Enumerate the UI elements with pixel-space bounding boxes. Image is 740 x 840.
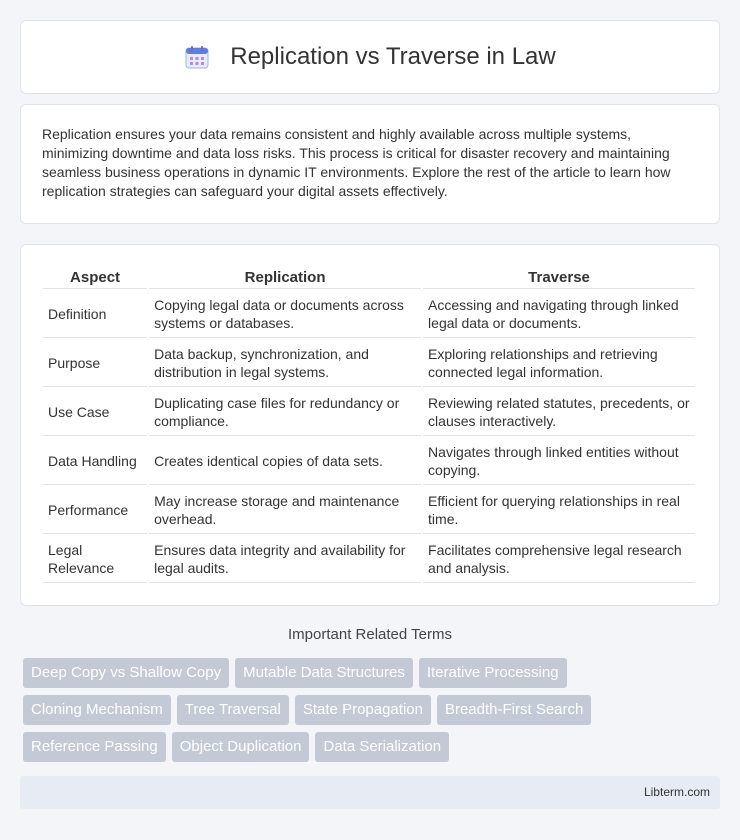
traverse-cell: Reviewing related statutes, precedents, or clauses interactively. [423, 389, 695, 436]
page-title: Replication vs Traverse in Law [230, 43, 556, 70]
column-header-aspect: Aspect [43, 267, 147, 289]
replication-cell: Data backup, synchronization, and distribution in legal systems. [149, 340, 421, 387]
related-term-tag[interactable]: State Propagation [295, 695, 431, 725]
related-terms-title: Important Related Terms [288, 626, 452, 643]
related-terms-list [23, 658, 723, 769]
traverse-cell: Navigates through linked entities without copying. [423, 438, 695, 485]
related-term-tag[interactable]: Iterative Processing [419, 658, 567, 688]
tag-row [23, 695, 723, 725]
comparison-table-card [20, 244, 720, 606]
table-row [43, 389, 695, 436]
aspect-cell: Data Handling [43, 438, 147, 485]
related-term-tag[interactable]: Cloning Mechanism [23, 695, 171, 725]
comparison-table [41, 265, 697, 585]
header-card [20, 20, 720, 94]
replication-cell: Duplicating case files for redundancy or compliance. [149, 389, 421, 436]
traverse-cell: Efficient for querying relationships in real time. [423, 487, 695, 534]
table-header-row [43, 267, 695, 289]
traverse-cell: Facilitates comprehensive legal research and analysis. [423, 536, 695, 583]
tag-row [23, 658, 723, 688]
related-term-tag[interactable]: Reference Passing [23, 732, 166, 762]
replication-cell: Ensures data integrity and availability for legal audits. [149, 536, 421, 583]
table-row [43, 291, 695, 338]
related-term-tag[interactable]: Mutable Data Structures [235, 658, 413, 688]
aspect-cell: Definition [43, 291, 147, 338]
aspect-cell: Performance [43, 487, 147, 534]
related-term-tag[interactable]: Data Serialization [315, 732, 449, 762]
aspect-cell: Use Case [43, 389, 147, 436]
table-row [43, 536, 695, 583]
related-term-tag[interactable]: Deep Copy vs Shallow Copy [23, 658, 229, 688]
tag-row [23, 732, 723, 762]
related-term-tag[interactable]: Object Duplication [172, 732, 310, 762]
footer-site-link[interactable]: Libterm.com [643, 785, 710, 799]
intro-card [20, 104, 720, 224]
replication-cell: Copying legal data or documents across systems or databases. [149, 291, 421, 338]
replication-cell: May increase storage and maintenance overhead. [149, 487, 421, 534]
table-row [43, 487, 695, 534]
calendar-icon [184, 44, 210, 70]
related-term-tag[interactable]: Breadth-First Search [437, 695, 591, 725]
traverse-cell: Accessing and navigating through linked legal data or documents. [423, 291, 695, 338]
table-row [43, 340, 695, 387]
traverse-cell: Exploring relationships and retrieving connected legal information. [423, 340, 695, 387]
aspect-cell: Purpose [43, 340, 147, 387]
table-row [43, 438, 695, 485]
footer [20, 776, 720, 809]
column-header-replication: Replication [149, 267, 421, 289]
column-header-traverse: Traverse [423, 267, 695, 289]
related-term-tag[interactable]: Tree Traversal [177, 695, 289, 725]
aspect-cell: Legal Relevance [43, 536, 147, 583]
replication-cell: Creates identical copies of data sets. [149, 438, 421, 485]
intro-text: Replication ensures your data remains consistent and highly available across multiple systems, minimizing downtime and data loss risks. This process is critical for disaster recovery and maintaining seamless business operations in dynamic IT environments. Explore the rest of the article to learn how replication strategies can safeguard your digital assets effectively. [42, 126, 671, 199]
